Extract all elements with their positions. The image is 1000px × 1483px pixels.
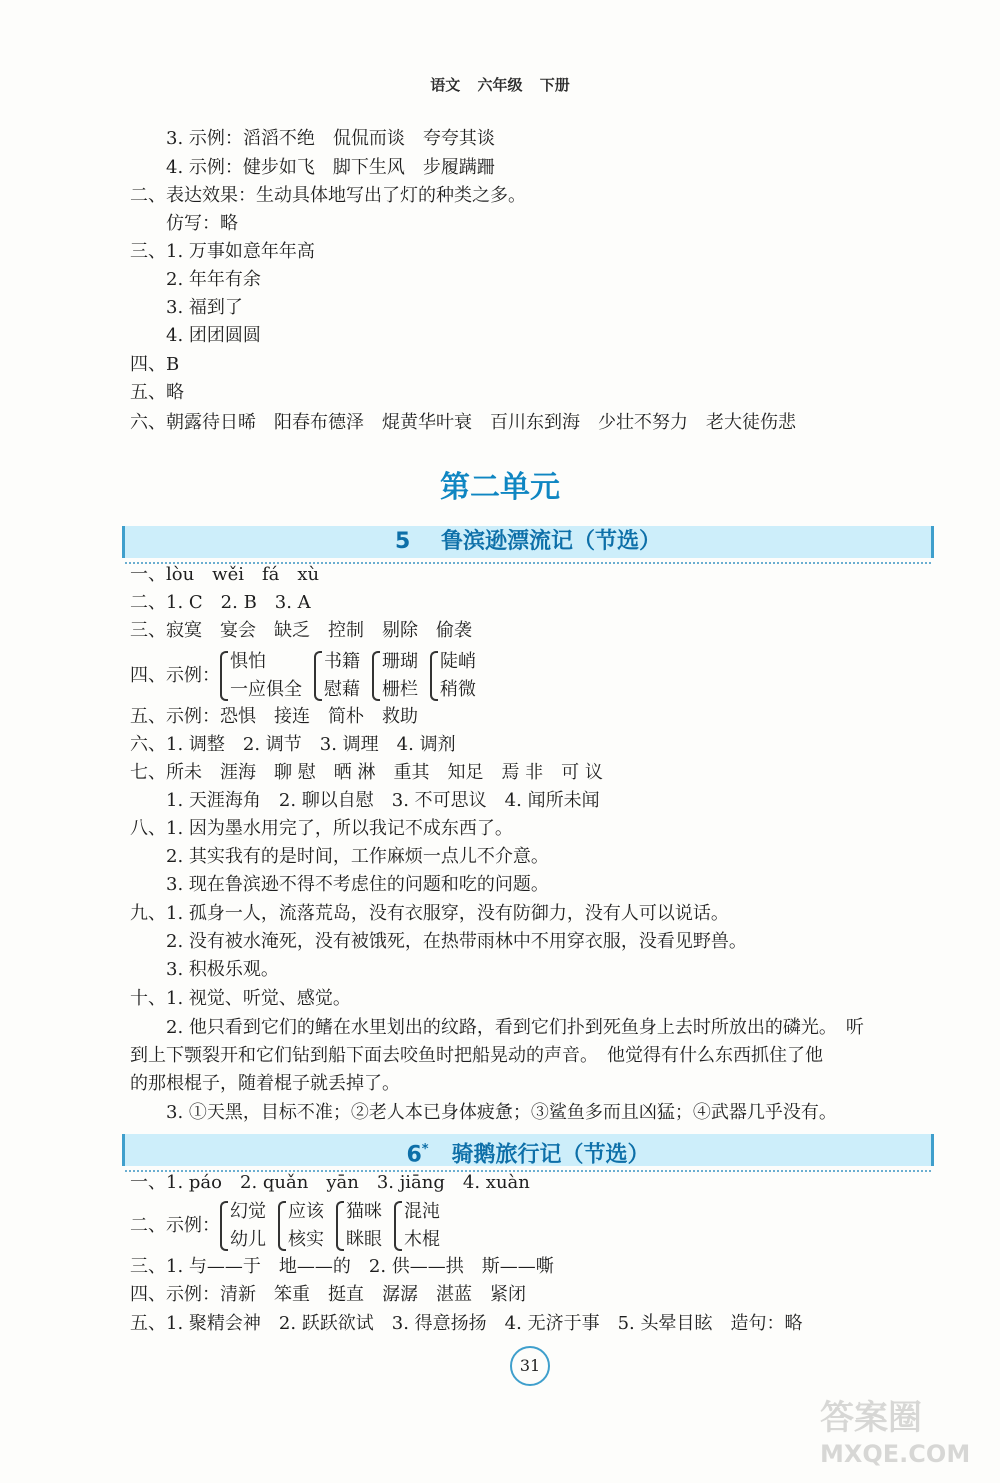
pair-top: 应该 <box>288 1201 324 1222</box>
header-grade: 六年级 <box>477 76 523 94</box>
watermark-logo <box>820 1400 970 1472</box>
answer-line: 3. 积极乐观。 <box>166 959 279 980</box>
answer-line: 九、1. 孤身一人，流落荒岛，没有衣服穿，没有防御力，没有人可以说话。 <box>130 903 729 924</box>
word-pairs-row <box>130 1198 452 1254</box>
pair-top: 惧怕 <box>230 651 266 672</box>
lesson-5-title: 鲁滨逊漂流记（节选） <box>440 529 661 554</box>
answer-line: 4. 团团圆圆 <box>166 325 261 346</box>
pair-bottom: 核实 <box>288 1229 324 1250</box>
pair-bottom: 一应俱全 <box>230 679 302 700</box>
lesson-6-number: 6 <box>406 1142 422 1168</box>
word-pair <box>220 648 302 704</box>
lesson-6-title: 骑鹅旅行记（节选） <box>451 1142 650 1168</box>
pair-top: 猫咪 <box>346 1201 382 1222</box>
watermark-url: MXQE.COM <box>820 1440 971 1468</box>
answer-line: 3. 示例：滔滔不绝 侃侃而谈 夸夸其谈 <box>166 128 495 149</box>
answer-line: 十、1. 视觉、听觉、感觉。 <box>130 988 351 1009</box>
answer-line: 仿写：略 <box>166 213 238 234</box>
answer-line: 六、朝露待日晞 阳春布德泽 焜黄华叶衰 百川东到海 少壮不努力 老大徒伤悲 <box>130 412 796 433</box>
answer-line: 2. 年年有余 <box>166 269 261 290</box>
answer-line: 六、1. 调整 2. 调节 3. 调理 4. 调剂 <box>130 734 456 755</box>
answer-line: 二、1. C 2. B 3. A <box>130 592 311 613</box>
pair-top: 珊瑚 <box>382 651 418 672</box>
optional-star: * <box>421 1142 429 1157</box>
word-pair <box>220 1198 266 1254</box>
answer-line: 八、1. 因为墨水用完了，所以我记不成东西了。 <box>130 818 513 839</box>
pair-top: 幻觉 <box>230 1201 266 1222</box>
answer-line: 一、lòu wěi fá xù <box>130 564 320 585</box>
answer-line: 3. 福到了 <box>166 297 243 318</box>
answer-line: 2. 其实我有的是时间，工作麻烦一点儿不介意。 <box>166 846 549 867</box>
word-pairs-row <box>130 648 488 704</box>
answer-line: 的那根棍子，随着棍子就丢掉了。 <box>130 1073 400 1094</box>
word-pair <box>278 1198 324 1254</box>
answer-line: 三、1. 万事如意年年高 <box>130 241 315 262</box>
answer-line: 2. 他只看到它们的鳍在水里划出的纹路，看到它们扑到死鱼身上去时所放出的磷光。 听 <box>166 1017 864 1038</box>
lesson-5-banner <box>122 526 934 558</box>
answer-line: 3. 现在鲁滨逊不得不考虑住的问题和吃的问题。 <box>166 874 549 895</box>
answer-line: 一、1. páo 2. quǎn yān 3. jiāng 4. xuàn <box>130 1172 530 1193</box>
watermark-text: 答案圈 <box>820 1398 922 1438</box>
lesson-5-number: 5 <box>395 529 411 554</box>
answer-line: 4. 示例：健步如飞 脚下生风 步履蹒跚 <box>166 157 495 178</box>
lesson-6-banner <box>122 1134 934 1166</box>
pair-bottom: 眯眼 <box>346 1229 382 1250</box>
pair-bottom: 稍微 <box>440 679 476 700</box>
answer-line: 到上下颚裂开和它们钻到船下面去咬鱼时把船晃动的声音。 他觉得有什么东西抓住了他 <box>130 1045 823 1066</box>
answer-line: 三、寂寞 宴会 缺乏 控制 剔除 偷袭 <box>130 620 472 641</box>
page-header <box>0 74 1000 95</box>
pair-bottom: 栅栏 <box>382 679 418 700</box>
answer-line: 1. 天涯海角 2. 聊以自慰 3. 不可思议 4. 闻所未闻 <box>166 790 600 811</box>
page-number: 31 <box>510 1346 550 1386</box>
pair-bottom: 慰藉 <box>324 679 360 700</box>
pair-top: 陡峭 <box>440 651 476 672</box>
word-pair <box>314 648 360 704</box>
unit-title: 第二单元 <box>440 470 560 505</box>
word-pair <box>372 648 418 704</box>
answer-line: 四、B <box>130 354 180 375</box>
answer-line: 二、表达效果：生动具体地写出了灯的种类之多。 <box>130 185 526 206</box>
answer-line: 五、1. 聚精会神 2. 跃跃欲试 3. 得意扬扬 4. 无济于事 5. 头晕目眩 造句：略 <box>130 1313 803 1334</box>
word-pair <box>394 1198 440 1254</box>
answer-line: 2. 没有被水淹死，没有被饿死，在热带雨林中不用穿衣服，没看见野兽。 <box>166 931 747 952</box>
word-pairs-prefix: 二、示例： <box>130 1215 220 1236</box>
pair-top: 混沌 <box>404 1201 440 1222</box>
word-pairs-prefix: 四、示例： <box>130 665 220 686</box>
header-volume: 下册 <box>539 76 570 94</box>
answer-line: 三、1. 与——于 地——的 2. 供——拱 斯——嘶 <box>130 1256 554 1277</box>
answer-line: 七、所未 涯海 聊 慰 晒 淋 重其 知足 焉 非 可 议 <box>130 762 603 783</box>
pair-bottom: 木棍 <box>404 1229 440 1250</box>
answer-line: 五、示例：恐惧 接连 简朴 救助 <box>130 706 418 727</box>
answer-line: 五、略 <box>130 382 184 403</box>
header-subject: 语文 <box>430 76 461 94</box>
answer-line: 四、示例：清新 笨重 挺直 潺潺 湛蓝 紧闭 <box>130 1284 526 1305</box>
pair-bottom: 幼儿 <box>230 1229 266 1250</box>
answer-line: 3. ①天黑，目标不准；②老人本已身体疲惫；③鲨鱼多而且凶猛；④武器几乎没有。 <box>166 1102 837 1123</box>
pair-top: 书籍 <box>324 651 360 672</box>
word-pair <box>336 1198 382 1254</box>
word-pair <box>430 648 476 704</box>
